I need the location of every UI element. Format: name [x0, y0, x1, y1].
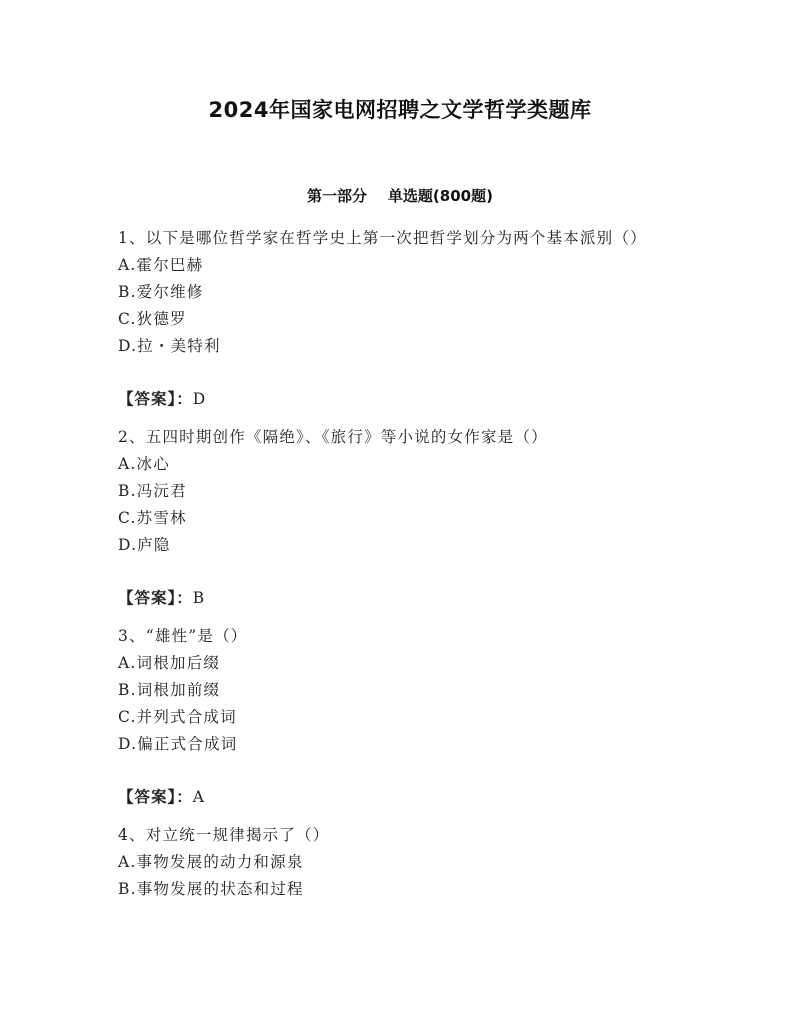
option-c: C.苏雪林 — [118, 509, 187, 527]
question-list — [118, 225, 698, 903]
option-b: B.词根加前缀 — [118, 681, 221, 699]
answer-label: 【答案】： — [118, 788, 193, 806]
question-stem: 3、“雄性”是（） — [118, 627, 248, 645]
question-2 — [118, 424, 698, 612]
section-title: 第一部分 单选题(800题) — [307, 187, 493, 205]
answer-line — [118, 585, 698, 612]
option-c: C.并列式合成词 — [118, 708, 237, 726]
answer-label: 【答案】： — [118, 390, 193, 408]
question-stem: 2、五四时期创作《隔绝》、《旅行》等小说的女作家是（） — [118, 428, 548, 446]
question-3 — [118, 623, 698, 811]
option-b: B.爱尔维修 — [118, 283, 204, 301]
option-d: D.拉・美特利 — [118, 337, 221, 355]
option-a: A.词根加后缀 — [118, 654, 221, 672]
option-a: A.霍尔巴赫 — [118, 256, 204, 274]
option-a: A.事物发展的动力和源泉 — [118, 853, 304, 871]
answer-label: 【答案】： — [118, 589, 193, 607]
answer-value: B — [192, 589, 206, 607]
answer-value: D — [192, 390, 207, 408]
option-b: B.事物发展的状态和过程 — [118, 880, 304, 898]
answer-line — [118, 784, 698, 811]
option-d: D.偏正式合成词 — [118, 735, 238, 753]
document-title: 2024年国家电网招聘之文学哲学类题库 — [208, 98, 592, 122]
question-1 — [118, 225, 698, 413]
question-stem: 1、以下是哪位哲学家在哲学史上第一次把哲学划分为两个基本派别（） — [118, 229, 647, 247]
option-b: B.冯沅君 — [118, 482, 187, 500]
answer-value: A — [192, 788, 205, 806]
option-a: A.冰心 — [118, 455, 170, 473]
option-c: C.狄德罗 — [118, 310, 187, 328]
answer-line — [118, 386, 698, 413]
question-4 — [118, 822, 698, 903]
question-stem: 4、对立统一规律揭示了（） — [118, 826, 330, 844]
option-d: D.庐隐 — [118, 536, 171, 554]
